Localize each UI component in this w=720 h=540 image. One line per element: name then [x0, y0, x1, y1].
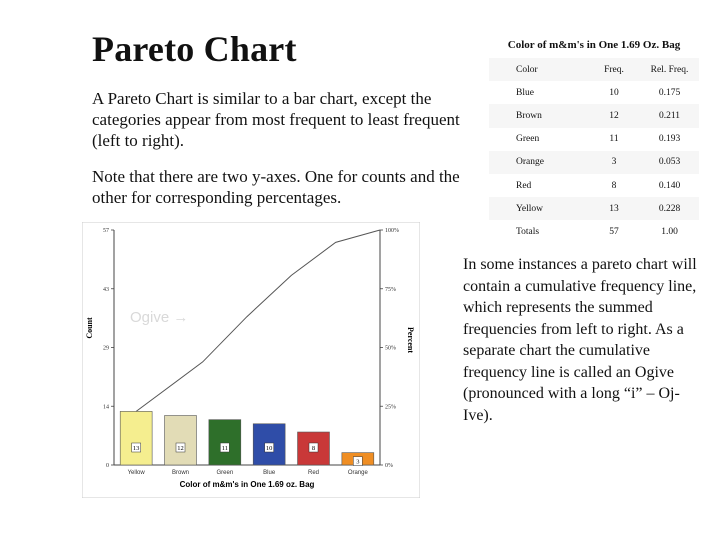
- ogive-explanation: In some instances a pareto chart will contain a cumulative frequency line, which represents the summed frequencies from left to right. As a separate chart the cumulative frequency line is called an Ogive (pronounced with a long “i” – Oj-Ive).: [463, 256, 697, 424]
- y2-axis-label: Percent: [406, 326, 415, 354]
- cell-color: Totals: [516, 226, 540, 237]
- y2-tick-label: 75%: [385, 286, 396, 293]
- table-row: [489, 81, 699, 104]
- axes-note-paragraph: Note that there are two y-axes. One for counts and the other for corresponding percentages.: [92, 167, 460, 207]
- pareto-chart-svg: [82, 222, 420, 498]
- bar-value-label: 10: [265, 445, 273, 452]
- pareto-chart: [82, 222, 420, 498]
- x-tick-label: Blue: [263, 470, 276, 476]
- table-row: [489, 151, 699, 174]
- table-row: [489, 128, 699, 151]
- x-tick-label: Yellow: [127, 470, 145, 476]
- bar-brown: [165, 416, 197, 465]
- cell-rel-freq: 0.193: [658, 134, 681, 145]
- cell-color: Green: [516, 134, 540, 145]
- x-axis-label: Color of m&m's in One 1.69 oz. Bag: [179, 480, 315, 489]
- cell-freq: 10: [609, 87, 619, 98]
- cell-rel-freq: 0.053: [658, 157, 681, 168]
- x-tick-label: Red: [307, 470, 320, 476]
- x-tick-label: Brown: [171, 470, 190, 476]
- cell-freq: 8: [611, 180, 617, 191]
- table-caption: Color of m&m's in One 1.69 Oz. Bag: [507, 39, 681, 51]
- table-header-row: [489, 58, 699, 81]
- y2-tick-label: 100%: [385, 228, 399, 234]
- x-tick-label: Orange: [347, 470, 368, 476]
- slide-title: Pareto Chart: [92, 29, 297, 69]
- bar-yellow: [120, 411, 152, 465]
- y2-tick-label: 0%: [385, 463, 393, 469]
- cell-freq: 57: [609, 226, 619, 237]
- y2-tick-label: 50%: [385, 345, 396, 352]
- cell-rel-freq: 0.228: [658, 203, 681, 214]
- ogive-annotation: Ogive →: [130, 309, 189, 326]
- header-color: Color: [516, 64, 538, 75]
- cell-color: Blue: [516, 87, 534, 98]
- cell-rel-freq: 0.140: [658, 180, 681, 191]
- cell-color: Yellow: [516, 203, 544, 214]
- y-axis-label: Count: [85, 317, 94, 339]
- y2-tick-label: 25%: [385, 404, 396, 411]
- cell-freq: 12: [609, 110, 619, 121]
- table-row: [489, 197, 699, 220]
- bar-value-label: 3: [356, 458, 360, 466]
- y-tick-label: 43: [103, 286, 109, 293]
- cell-color: Red: [516, 180, 532, 191]
- cell-freq: 3: [611, 157, 617, 168]
- header-rel-freq: Rel. Freq.: [650, 64, 689, 75]
- frequency-table: [489, 34, 699, 244]
- bar-value-label: 8: [311, 445, 316, 452]
- intro-paragraph: A Pareto Chart is similar to a bar chart, except the categories appear from most frequent to least frequent (left to right).: [92, 89, 460, 150]
- cell-rel-freq: 0.211: [658, 110, 681, 121]
- cell-color: Brown: [516, 110, 542, 121]
- cell-rel-freq: 0.175: [658, 87, 681, 98]
- cell-rel-freq: 1.00: [661, 226, 678, 237]
- y-tick-label: 57: [103, 228, 109, 234]
- table-row: [489, 174, 699, 197]
- bar-value-label: 12: [177, 445, 184, 452]
- bar-green: [209, 420, 241, 465]
- bar-value-label: 13: [132, 445, 140, 452]
- cell-freq: 11: [609, 134, 619, 145]
- y-tick-label: 14: [103, 404, 109, 411]
- cell-freq: 13: [609, 203, 619, 214]
- cell-color: Orange: [516, 157, 544, 168]
- bar-value-label: 11: [221, 445, 228, 452]
- header-freq: Freq.: [604, 64, 624, 75]
- y-tick-label: 29: [103, 345, 109, 352]
- y-tick-label: 0: [106, 463, 109, 469]
- table-totals-row: [489, 220, 699, 243]
- x-tick-label: Green: [216, 470, 234, 476]
- table-row: [489, 104, 699, 127]
